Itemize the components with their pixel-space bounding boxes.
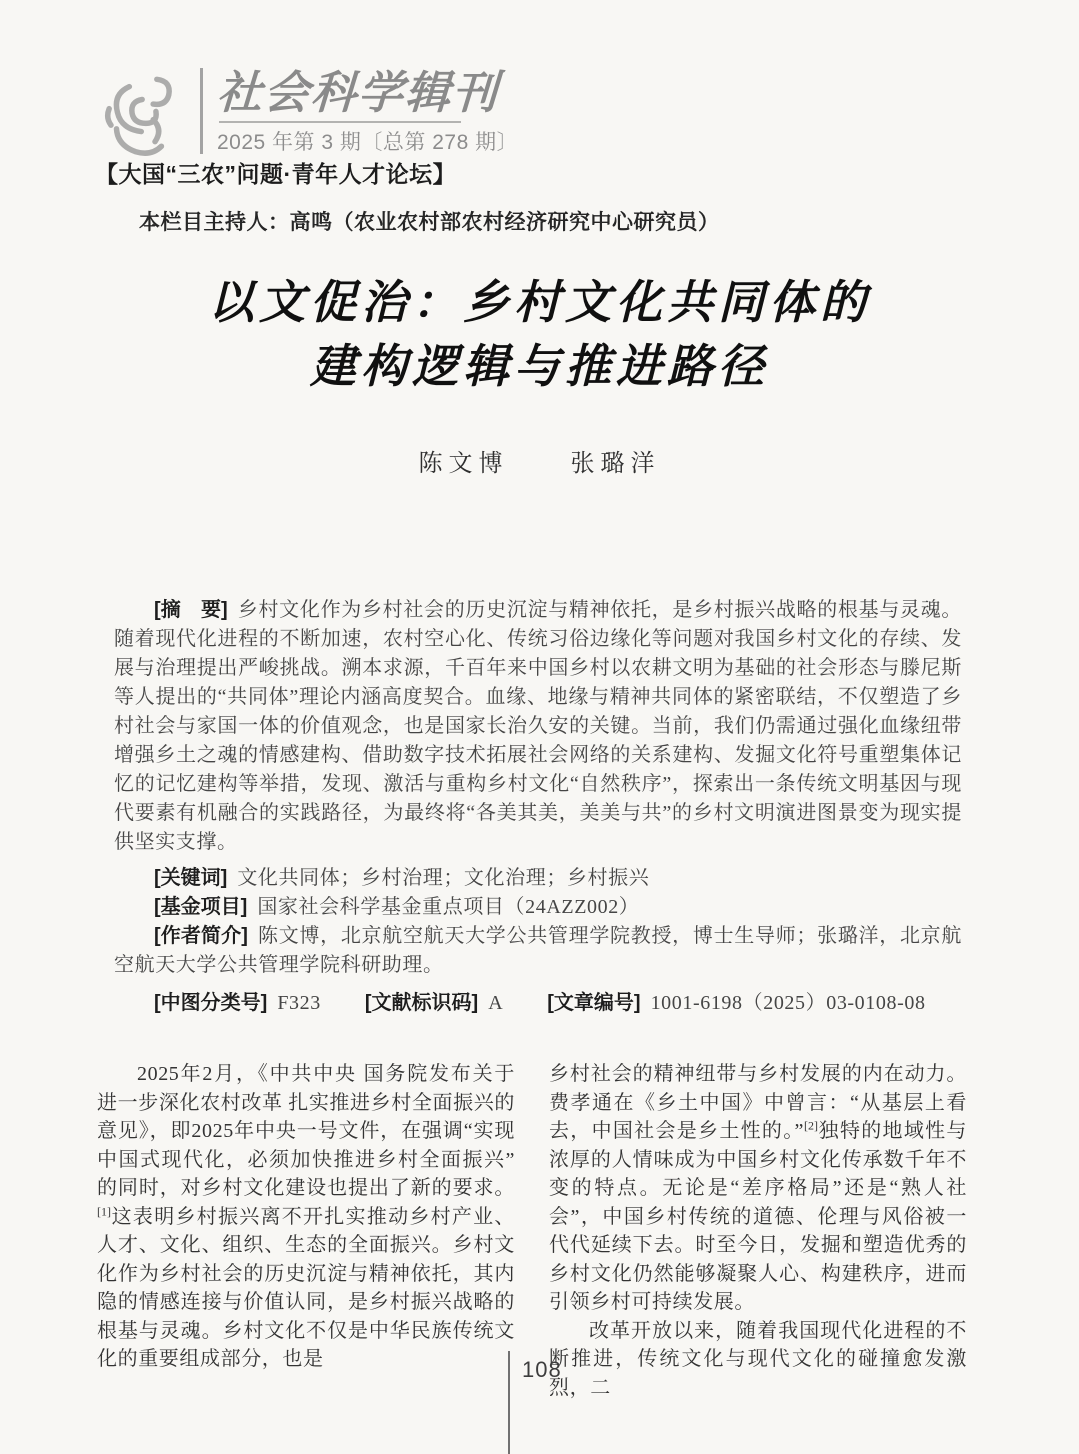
body-paragraph: 改革开放以来，随着我国现代化进程的不断推进，传统文化与现代文化的碰撞愈发激烈，二 — [549, 1319, 967, 1399]
document-code-pair — [365, 992, 503, 1014]
article-title — [0, 270, 1079, 398]
clc-number-value: F323 — [277, 992, 321, 1014]
front-matter — [114, 596, 962, 1018]
document-code-label: [文献标识码] — [364, 992, 479, 1014]
article-id-pair — [547, 992, 925, 1014]
abstract-label: [摘 要] — [154, 599, 228, 621]
document-code-value: A — [488, 992, 504, 1014]
fund-text: 国家社会科学基金重点项目（24AZZ002） — [257, 896, 640, 918]
journal-name: 社会科学辑刊 — [215, 66, 501, 119]
author-list — [0, 443, 1079, 478]
article-title-line1: 以文促治：乡村文化共同体的 — [208, 275, 871, 329]
author-bio-line — [114, 922, 962, 980]
fund-line — [114, 893, 962, 922]
keywords-label: [关键词] — [154, 867, 228, 889]
author-name: 张璐洋 — [570, 451, 661, 477]
page-number: 108 — [522, 1357, 562, 1382]
body-paragraph-continued: 乡村社会的精神纽带与乡村发展的内在动力。费孝通在《乡土中国》中曾言：“从基层上看去，中国社会是乡土性的。”[2]独特的地域性与浓厚的人情味成为中国乡村文化传承数千年不变的特点。无论是“差序格局”还是“熟人社会”，中国乡村传统的道德、伦理与风俗被一代代延续下去。时至今日，发掘和塑造优秀的乡村文化仍然能够凝聚人心、构建秩序，进而引领乡村可持续发展。 — [549, 1063, 967, 1313]
article-id-label: [文章编号] — [547, 992, 641, 1014]
author-bio-label: [作者简介] — [154, 925, 248, 947]
body-left-column — [97, 1060, 515, 1402]
column-host-line: 本栏目主持人：高鸣（农业农村部农村经济研究中心研究员） — [139, 211, 720, 234]
masthead-rule — [219, 121, 461, 123]
author-bio-text: 陈文博，北京航空航天大学公共管理学院教授，博士生导师；张璐洋，北京航空航天大学公共管理学院科研助理。 — [114, 925, 962, 976]
abstract-paragraph — [114, 596, 962, 857]
masthead-divider — [200, 68, 203, 154]
article-title-line2: 建构逻辑与推进路径 — [310, 339, 769, 393]
body-paragraph: 2025年2月，《中共中央 国务院发布关于进一步深化农村改革 扎实推进乡村全面振兴的意见》，即2025年中央一号文件，在强调“实现中国式现代化，必须加快推进乡村全面振兴”的同时，对乡村文化建设也提出了新的要求。[1]这表明乡村振兴离不开扎实推动乡村产业、人才、文化、组织、生态的全面振兴。乡村文化作为乡村社会的历史沉淀与精神依托，其内隐的情感连接与价值认同，是乡村振兴战略的根基与灵魂。乡村文化不仅是中华民族传统文化的重要组成部分，也是 — [97, 1063, 515, 1370]
fund-label: [基金项目] — [154, 896, 248, 918]
journal-masthead — [98, 68, 518, 165]
article-id-value: 1001-6198（2025）03-0108-08 — [650, 992, 926, 1014]
classification-line — [114, 989, 962, 1018]
keywords-text: 文化共同体；乡村治理；文化治理；乡村振兴 — [237, 867, 650, 889]
keywords-line — [114, 864, 962, 893]
journal-issue: 2025 年第 3 期〔总第 278 期〕 — [217, 130, 519, 154]
clc-number-pair — [154, 992, 321, 1014]
section-header: 【大国“三农”问题·青年人才论坛】 — [95, 161, 457, 187]
article-body — [97, 1060, 967, 1402]
clc-number-label: [中图分类号] — [154, 992, 268, 1014]
journal-seal-icon — [98, 72, 190, 165]
footer-divider — [508, 1351, 510, 1454]
masthead-text — [217, 68, 518, 156]
abstract-text: 乡村文化作为乡村社会的历史沉淀与精神依托，是乡村振兴战略的根基与灵魂。随着现代化进程的不断加速，农村空心化、传统习俗边缘化等问题对我国乡村文化的存续、发展与治理提出严峻挑战。溯本求源，千百年来中国乡村以农耕文明为基础的社会形态与滕尼斯等人提出的“共同体”理论内涵高度契合。血缘、地缘与精神共同体的紧密联结，不仅塑造了乡村社会与家国一体的价值观念，也是国家长治久安的关键。当前，我们仍需通过强化血缘纽带增强乡土之魂的情感建构、借助数字技术拓展社会网络的关系建构、发掘文化符号重塑集体记忆的记忆建构等举措，发现、激活与重构乡村文化“自然秩序”，探索出一条传统文明基因与现代要素有机融合的实践路径，为最终将“各美其美，美美与共”的乡村文明演进图景变为现实提供坚实支撑。 — [114, 599, 962, 853]
body-right-column — [549, 1060, 967, 1402]
author-name: 陈文博 — [418, 451, 509, 477]
